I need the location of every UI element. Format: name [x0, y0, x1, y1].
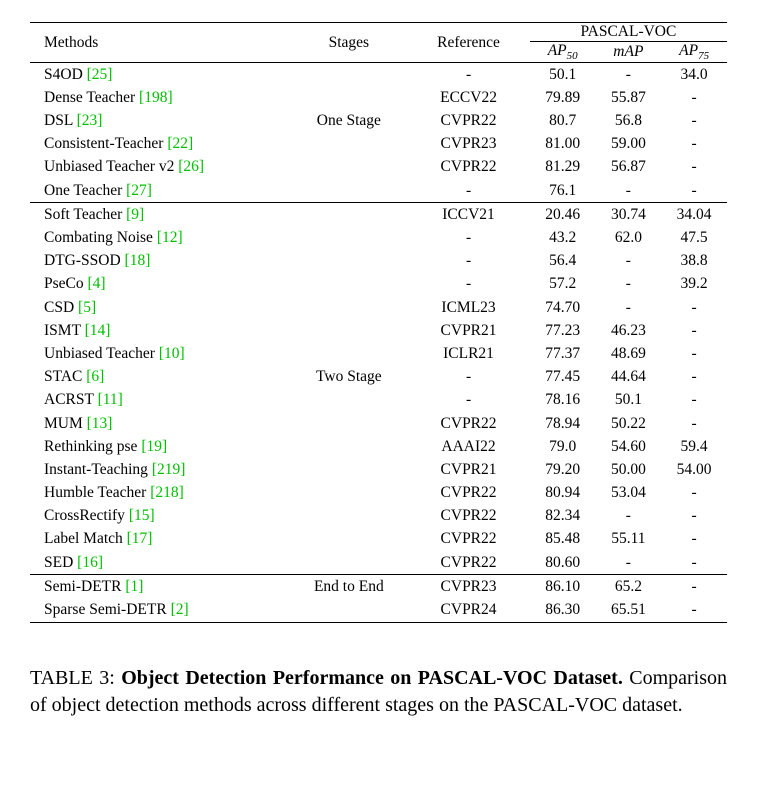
- cell-ap50: 57.2: [549, 275, 577, 293]
- citation-link[interactable]: [22]: [167, 135, 194, 153]
- citation-link[interactable]: [14]: [84, 321, 111, 339]
- cell-ap50: 20.46: [530, 203, 596, 227]
- table-row: [30, 133, 727, 156]
- column-header-stages: Stages: [290, 23, 407, 63]
- method-label: Rethinking pse: [44, 437, 142, 455]
- cell-method: [30, 109, 290, 132]
- cell-stage-empty: [290, 412, 407, 435]
- citation-link[interactable]: [2]: [170, 601, 189, 618]
- cell-stage-empty: [290, 250, 407, 273]
- method-label: Semi-DETR: [44, 577, 126, 595]
- table-row: [30, 342, 727, 365]
- cell-map: 56.8: [614, 112, 642, 130]
- method-label: STAC: [44, 368, 87, 386]
- cell-ap75: -: [691, 321, 697, 339]
- citation-link[interactable]: [26]: [178, 158, 205, 176]
- cell-ap75: -: [691, 344, 697, 362]
- cell-stage-empty: [290, 296, 407, 319]
- cell-reference: ICML23: [441, 298, 496, 316]
- cell-ap75: -: [691, 88, 697, 106]
- cell-ap50: 79.0: [549, 437, 577, 455]
- cell-ap50: 85.48: [545, 530, 581, 548]
- cell-reference: -: [465, 229, 472, 246]
- cell-map: 65.2: [596, 575, 662, 599]
- citation-link[interactable]: [18]: [124, 252, 151, 270]
- cell-method: [30, 366, 290, 389]
- cell-method: [30, 435, 290, 458]
- cell-map: 62.0: [614, 229, 642, 246]
- method-label: ACRST: [44, 391, 98, 409]
- cell-ap75: -: [691, 135, 697, 153]
- cell-map: -: [625, 275, 631, 293]
- citation-link[interactable]: [23]: [76, 112, 103, 130]
- method-label: CrossRectify: [44, 507, 129, 525]
- cell-map: 55.87: [610, 88, 646, 106]
- table-row: [30, 598, 727, 622]
- column-header-group-pascal-voc: PASCAL-VOC: [530, 23, 727, 42]
- cell-reference: CVPR21: [440, 460, 497, 478]
- citation-link[interactable]: [6]: [86, 368, 105, 386]
- table-row: [30, 458, 727, 481]
- method-label: ISMT: [44, 321, 85, 339]
- table-row: [30, 203, 727, 227]
- citation-link[interactable]: [17]: [126, 530, 153, 548]
- cell-ap75: -: [691, 507, 697, 525]
- cell-stage-empty: [290, 481, 407, 504]
- method-label: Soft Teacher: [44, 205, 127, 223]
- cell-ap75: -: [691, 391, 697, 409]
- method-label: MUM: [44, 414, 87, 432]
- cell-method: [30, 133, 290, 156]
- cell-ap75: -: [691, 298, 697, 316]
- cell-ap50: 79.89: [545, 88, 581, 106]
- cell-ap75: -: [691, 553, 697, 571]
- cell-map: 46.23: [610, 321, 646, 339]
- results-table: [30, 22, 727, 623]
- table-row: [30, 319, 727, 342]
- cell-reference: -: [465, 252, 472, 270]
- cell-map: 48.69: [610, 344, 646, 362]
- citation-link[interactable]: [1]: [125, 577, 144, 595]
- table-header: [30, 23, 727, 63]
- cell-method: [30, 575, 290, 599]
- cell-map: 53.04: [610, 484, 646, 502]
- cell-stage: One Stage: [316, 112, 381, 130]
- method-label: Instant-Teaching: [44, 460, 152, 478]
- caption-label: TABLE 3:: [30, 667, 115, 689]
- cell-reference: ICLR21: [443, 344, 494, 362]
- column-header-reference: Reference: [407, 23, 530, 63]
- cell-reference: -: [465, 181, 472, 199]
- method-label: One Teacher: [44, 181, 127, 199]
- table-row: [30, 575, 727, 599]
- cell-method: [30, 342, 290, 365]
- cell-ap75: 34.04: [661, 203, 727, 227]
- cell-ap75: 59.4: [680, 437, 708, 455]
- citation-link[interactable]: [10]: [158, 344, 185, 362]
- table-row: [30, 296, 727, 319]
- cell-method: [30, 296, 290, 319]
- cell-stage: Two Stage: [316, 368, 382, 386]
- method-label: S4OD: [44, 65, 87, 83]
- cell-method: [30, 598, 290, 622]
- cell-stage-empty: [290, 319, 407, 342]
- column-header-ap50: [530, 42, 596, 63]
- cell-ap50: 74.70: [545, 298, 581, 316]
- cell-map: -: [596, 63, 662, 87]
- cell-stage-empty: [290, 226, 407, 249]
- cell-ap75: -: [661, 575, 727, 599]
- citation-link[interactable]: [12]: [156, 229, 183, 246]
- cell-stage-empty: [290, 389, 407, 412]
- cell-ap50: 86.30: [530, 598, 596, 622]
- cell-reference: -: [465, 275, 472, 293]
- cell-reference: CVPR22: [440, 507, 497, 525]
- cell-method: [30, 250, 290, 273]
- cell-reference: -: [465, 368, 472, 386]
- method-label: Label Match: [44, 530, 127, 548]
- citation-link[interactable]: [16]: [77, 553, 103, 571]
- cell-ap75: 39.2: [680, 275, 708, 293]
- citation-link[interactable]: [5]: [78, 298, 97, 316]
- table-row: [30, 389, 727, 412]
- cell-method: [30, 458, 290, 481]
- cell-ap50: 86.10: [530, 575, 596, 599]
- cell-method: [30, 86, 290, 109]
- cell-ap50: 56.4: [549, 252, 577, 270]
- table-row: [30, 226, 727, 249]
- cell-method: [30, 273, 290, 296]
- cell-ap75: 54.00: [676, 460, 712, 478]
- cell-ap50: 43.2: [549, 229, 577, 246]
- cell-ap75: -: [661, 598, 727, 622]
- cell-map: 50.1: [614, 391, 642, 409]
- citation-link[interactable]: [4]: [87, 275, 106, 293]
- column-header-methods: Methods: [30, 23, 290, 63]
- cell-ap50: 77.37: [545, 344, 581, 362]
- cell-ap50: 77.23: [545, 321, 581, 339]
- cell-ap75: -: [691, 414, 697, 432]
- cell-map: -: [625, 553, 631, 571]
- citation-link[interactable]: [19]: [141, 437, 168, 455]
- cell-method: [30, 179, 290, 203]
- cell-ap50: 78.94: [545, 414, 581, 432]
- cell-map: 56.87: [610, 158, 646, 176]
- cell-map: -: [625, 252, 631, 270]
- cell-map: 30.74: [596, 203, 662, 227]
- caption-title: Object Detection Performance on PASCAL-VOC Dataset.: [121, 667, 623, 689]
- cell-reference: CVPR22: [440, 414, 497, 432]
- method-label: Unbiased Teacher: [44, 344, 159, 362]
- cell-method: [30, 319, 290, 342]
- cell-ap50: 81.00: [545, 135, 581, 153]
- header-row-top: [30, 23, 727, 42]
- table-row: [30, 366, 727, 389]
- cell-stage: End to End: [290, 575, 407, 599]
- method-label: DTG-SSOD: [44, 252, 125, 270]
- cell-ap75: -: [691, 158, 697, 176]
- column-header-map: [596, 42, 662, 63]
- citation-link[interactable]: [219]: [151, 460, 186, 478]
- method-label: Consistent-Teacher: [44, 135, 168, 153]
- citation-link[interactable]: [11]: [97, 391, 123, 409]
- cell-method: [30, 412, 290, 435]
- ap75-subscript: 75: [698, 50, 710, 63]
- map-label: mAP: [613, 43, 644, 61]
- cell-reference: AAAI22: [441, 437, 496, 455]
- cell-map: 54.60: [610, 437, 646, 455]
- citation-link[interactable]: [9]: [126, 205, 145, 223]
- cell-reference: CVPR23: [407, 575, 530, 599]
- cell-ap75: -: [691, 181, 697, 199]
- method-label: Combating Noise: [44, 229, 157, 246]
- citation-link[interactable]: [218]: [150, 484, 184, 502]
- method-label: PseCo: [44, 275, 88, 293]
- citation-link[interactable]: [15]: [128, 507, 155, 525]
- cell-ap75: 34.0: [661, 63, 727, 87]
- method-label: Dense Teacher: [44, 88, 140, 106]
- cell-reference: CVPR21: [440, 321, 497, 339]
- cell-method: [30, 481, 290, 504]
- table-group: [30, 203, 727, 575]
- method-label: Sparse Semi-DETR: [44, 601, 171, 618]
- ap75-label: AP: [679, 42, 699, 59]
- cell-method: [30, 389, 290, 412]
- cell-stage-empty: [290, 551, 407, 575]
- cell-stage-empty: [290, 156, 407, 179]
- table-row: [30, 551, 727, 575]
- method-label: CSD: [44, 298, 79, 316]
- method-label: SED: [44, 553, 78, 571]
- cell-stage-empty: [290, 63, 407, 87]
- ap50-subscript: 50: [566, 50, 578, 63]
- cell-method: [30, 528, 290, 551]
- citation-link[interactable]: [198]: [139, 88, 173, 106]
- cell-ap75: -: [691, 368, 697, 386]
- cell-method: [30, 505, 290, 528]
- cell-map: 50.22: [610, 414, 646, 432]
- cell-ap50: 80.7: [549, 112, 577, 130]
- table-row: [30, 435, 727, 458]
- cell-map: 65.51: [596, 598, 662, 622]
- cell-reference: ICCV21: [407, 203, 530, 227]
- cell-ap50: 81.29: [545, 158, 581, 176]
- column-header-ap75: [661, 42, 727, 63]
- cell-stage-empty: [290, 528, 407, 551]
- cell-ap50: 80.94: [545, 484, 581, 502]
- cell-ap50: 82.34: [545, 507, 581, 525]
- cell-ap75: 38.8: [680, 252, 708, 270]
- method-label: Humble Teacher: [44, 484, 151, 502]
- cell-reference: ECCV22: [440, 88, 497, 106]
- cell-method: [30, 551, 290, 575]
- cell-ap50: 50.1: [530, 63, 596, 87]
- cell-ap50: 77.45: [545, 368, 581, 386]
- ap50-label: AP: [547, 42, 567, 59]
- table-row: [30, 179, 727, 203]
- method-label: DSL: [44, 112, 77, 130]
- cell-method: [30, 203, 290, 227]
- cell-method: [30, 156, 290, 179]
- cell-stage-empty: [290, 435, 407, 458]
- table-row: [30, 156, 727, 179]
- cell-reference: CVPR24: [407, 598, 530, 622]
- cell-stage-empty: [290, 458, 407, 481]
- table-group: [30, 63, 727, 203]
- cell-ap75: -: [691, 112, 697, 130]
- cell-map: 50.00: [610, 460, 646, 478]
- table-row: [30, 528, 727, 551]
- table-caption: [30, 665, 727, 719]
- method-label: Unbiased Teacher v2: [44, 158, 179, 176]
- cell-stage-empty: [290, 342, 407, 365]
- table-group: [30, 575, 727, 622]
- citation-link[interactable]: [13]: [86, 414, 113, 432]
- cell-stage-empty: [290, 86, 407, 109]
- cell-reference: -: [407, 63, 530, 87]
- cell-stage-empty: [290, 273, 407, 296]
- cell-stage-empty: [290, 203, 407, 227]
- cell-reference: CVPR23: [440, 135, 497, 153]
- cell-reference: -: [465, 391, 472, 409]
- caption-text: Comparison of object detection methods across different stages on the PASCAL-VOC dataset.: [30, 667, 728, 716]
- table-row: [30, 412, 727, 435]
- cell-reference: CVPR22: [440, 530, 497, 548]
- cell-reference: CVPR22: [440, 112, 497, 130]
- cell-reference: CVPR22: [440, 553, 497, 571]
- cell-map: -: [625, 181, 631, 199]
- cell-reference: CVPR22: [440, 158, 497, 176]
- table-row: [30, 109, 727, 132]
- cell-stage-empty: [290, 133, 407, 156]
- cell-ap50: 76.1: [549, 181, 577, 199]
- citation-link[interactable]: [25]: [86, 65, 113, 83]
- cell-stage-empty: [290, 505, 407, 528]
- cell-method: [30, 226, 290, 249]
- cell-ap75: -: [691, 484, 697, 502]
- cell-ap50: 79.20: [545, 460, 581, 478]
- table-row: [30, 63, 727, 87]
- cell-ap50: 80.60: [545, 553, 581, 571]
- cell-map: -: [625, 507, 631, 525]
- cell-method: [30, 63, 290, 87]
- table-row: [30, 505, 727, 528]
- cell-map: 44.64: [610, 368, 646, 386]
- table-row: [30, 481, 727, 504]
- table-row: [30, 273, 727, 296]
- cell-ap50: 78.16: [545, 391, 581, 409]
- citation-link[interactable]: [27]: [126, 181, 152, 199]
- cell-stage-empty: [290, 179, 407, 203]
- cell-stage-empty: [290, 598, 407, 622]
- table-row: [30, 250, 727, 273]
- cell-map: 55.11: [611, 530, 646, 548]
- cell-map: 59.00: [610, 135, 646, 153]
- cell-map: -: [625, 298, 631, 316]
- cell-ap75: 47.5: [680, 229, 708, 246]
- cell-reference: CVPR22: [440, 484, 497, 502]
- cell-ap75: -: [691, 530, 697, 548]
- table-row: [30, 86, 727, 109]
